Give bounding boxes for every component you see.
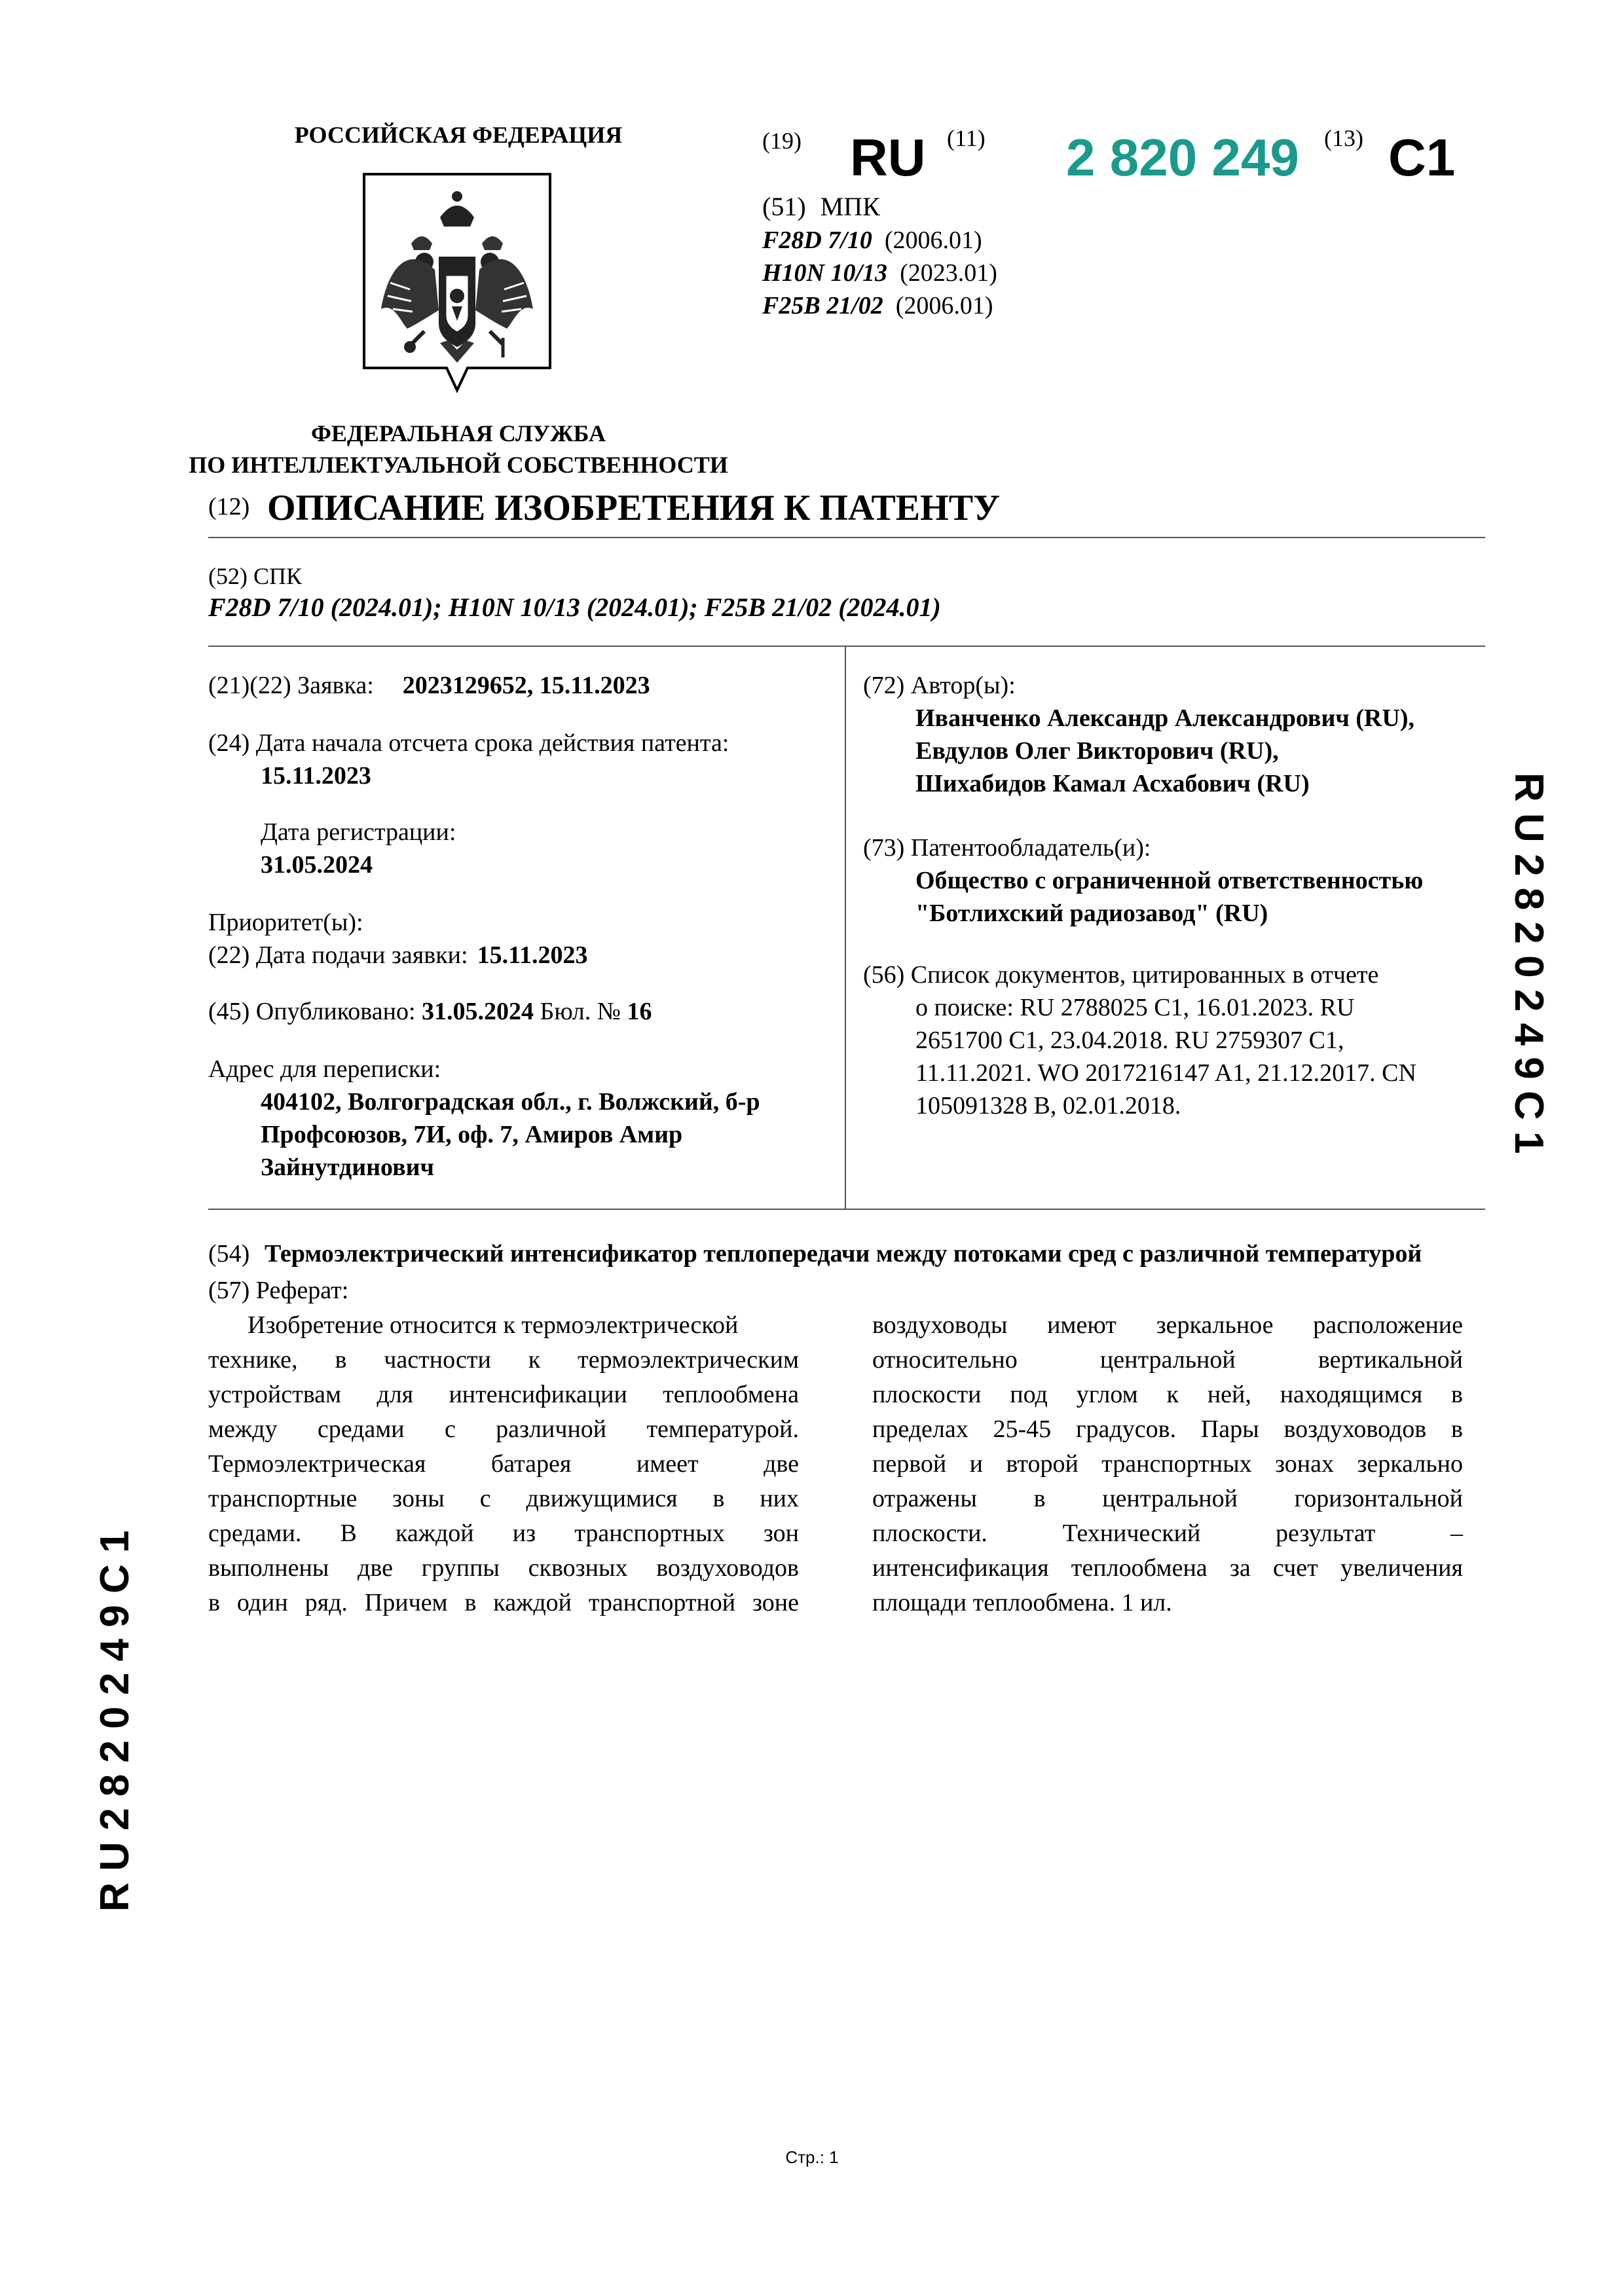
filing-field: (22) Дата подачи заявки: 15.11.2023: [208, 941, 588, 969]
ipc-row: F28D 7/10 (2006.01): [762, 227, 982, 254]
inid-12: (12): [208, 493, 250, 520]
ipc-row: H10N 10/13 (2023.01): [762, 259, 997, 287]
column-divider: [845, 646, 846, 1209]
ipc-list: [762, 224, 997, 322]
term-value: 15.11.2023: [261, 762, 371, 790]
inid-54: (54): [208, 1240, 250, 1267]
abstract-label: (57) Реферат:: [208, 1277, 349, 1304]
divider: [208, 646, 1485, 647]
abstract-left-column: Изобретение относится к термоэлектрической технике, в частности к термоэлектрическим устройствам для интенсификации теплообмена между средами с различной температурой. Термоэлектрическая батарея имеет две транспортные зоны с движущимися в них средами. В каждой из транспортных зон выполнены две группы сквозных воздуховодов в один ряд. Причем в каждой транспортной зоне: [208, 1311, 799, 1616]
agency-name-line2: ПО ИНТЕЛЛЕКТУАЛЬНОЙ СОБСТВЕННОСТИ: [189, 452, 728, 478]
divider: [208, 1209, 1485, 1210]
inid-19: (19): [762, 128, 802, 154]
country-code: RU: [850, 128, 926, 187]
authors-label: (72) Автор(ы):: [863, 672, 1016, 699]
application-value: 2023129652, 15.11.2023: [402, 672, 650, 699]
divider: [208, 537, 1485, 538]
cited-label: (56) Список документов, цитированных в отчете: [863, 961, 1379, 989]
side-label-left: R U 2 8 2 0 2 4 9 C 1: [92, 1530, 138, 1912]
authors-list: [915, 702, 1414, 800]
ipc-label: МПК: [820, 192, 880, 221]
priority-label: Приоритет(ы):: [208, 909, 363, 936]
author: Евдулов Олег Викторович (RU),: [915, 737, 1279, 765]
kind-code: C1: [1388, 128, 1456, 187]
patent-number: 2 820 249: [1066, 128, 1299, 187]
term-label: (24) Дата начала отсчета срока действия патента:: [208, 729, 729, 757]
abstract-right-column: воздуховоды имеют зеркальное расположение относительно центральной вертикальной плоскости под углом к ней, находящимся в пределах 25-45 градусов. Пары воздуховодов в первой и второй транспортных зонах зеркально отражены в центральной горизонтальной плоскости. Технический результат – интенсификация теплообмена за счет увеличения площади теплообмена. 1 ил.: [872, 1311, 1463, 1616]
cpc-value: F28D 7/10 (2024.01); H10N 10/13 (2024.01); F25B 21/02 (2024.01): [208, 592, 941, 622]
invention-title: Термоэлектрический интенсификатор теплопередачи между потоками сред с различной температурой: [265, 1240, 1422, 1267]
document-type-title: ОПИСАНИЕ ИЗОБРЕТЕНИЯ К ПАТЕНТУ: [267, 488, 1001, 528]
author: Шихабидов Камал Асхабович (RU): [915, 770, 1310, 797]
holder-label: (73) Патентообладатель(и):: [863, 834, 1151, 862]
ipc-row: F25B 21/02 (2006.01): [762, 292, 993, 319]
cited-documents: о поиске: RU 2788025 C1, 16.01.2023. RU 2651700 C1, 23.04.2018. RU 2759307 C1, 11.11.2021. WO 2017216147 A1, 21.12.2017. CN 105091328 B, 02.01.2018.: [915, 994, 1416, 1120]
filing-value: 15.11.2023: [477, 941, 588, 969]
registration-label: Дата регистрации:: [261, 818, 456, 846]
application-field: (21)(22) Заявка: 2023129652, 15.11.2023: [208, 672, 650, 699]
registration-value: 31.05.2024: [261, 851, 373, 879]
coat-of-arms-icon: [361, 172, 553, 394]
coat-of-arms-emblem: [361, 172, 553, 394]
inid-51: (51): [762, 192, 806, 221]
published-field: (45) Опубликовано: 31.05.2024 Бюл. № 16: [208, 998, 652, 1025]
address-label: Адрес для переписки:: [208, 1055, 441, 1083]
holder-value: Общество с ограниченной ответственностью "Ботлихский радиозавод" (RU): [915, 867, 1424, 927]
page-number: Стр.: 1: [785, 2147, 839, 2167]
published-value: 31.05.2024: [422, 998, 534, 1025]
agency-name-line1: ФЕДЕРАЛЬНАЯ СЛУЖБА: [311, 420, 606, 446]
bulletin-label: Бюл. № 16: [540, 998, 652, 1025]
address-value: 404102, Волгоградская обл., г. Волжский, б-р Профсоюзов, 7И, оф. 7, Амиров Амир Зайнутдинович: [261, 1088, 760, 1181]
inid-11: (11): [947, 125, 986, 151]
cpc-label: (52) СПК: [208, 563, 302, 589]
side-label-right: R U 2 8 2 0 2 4 9 C 1: [1506, 773, 1551, 1154]
country-name: РОССИЙСКАЯ ФЕДЕРАЦИЯ: [294, 122, 623, 148]
author: Иванченко Александр Александрович (RU),: [915, 704, 1414, 732]
inid-13: (13): [1324, 125, 1363, 151]
